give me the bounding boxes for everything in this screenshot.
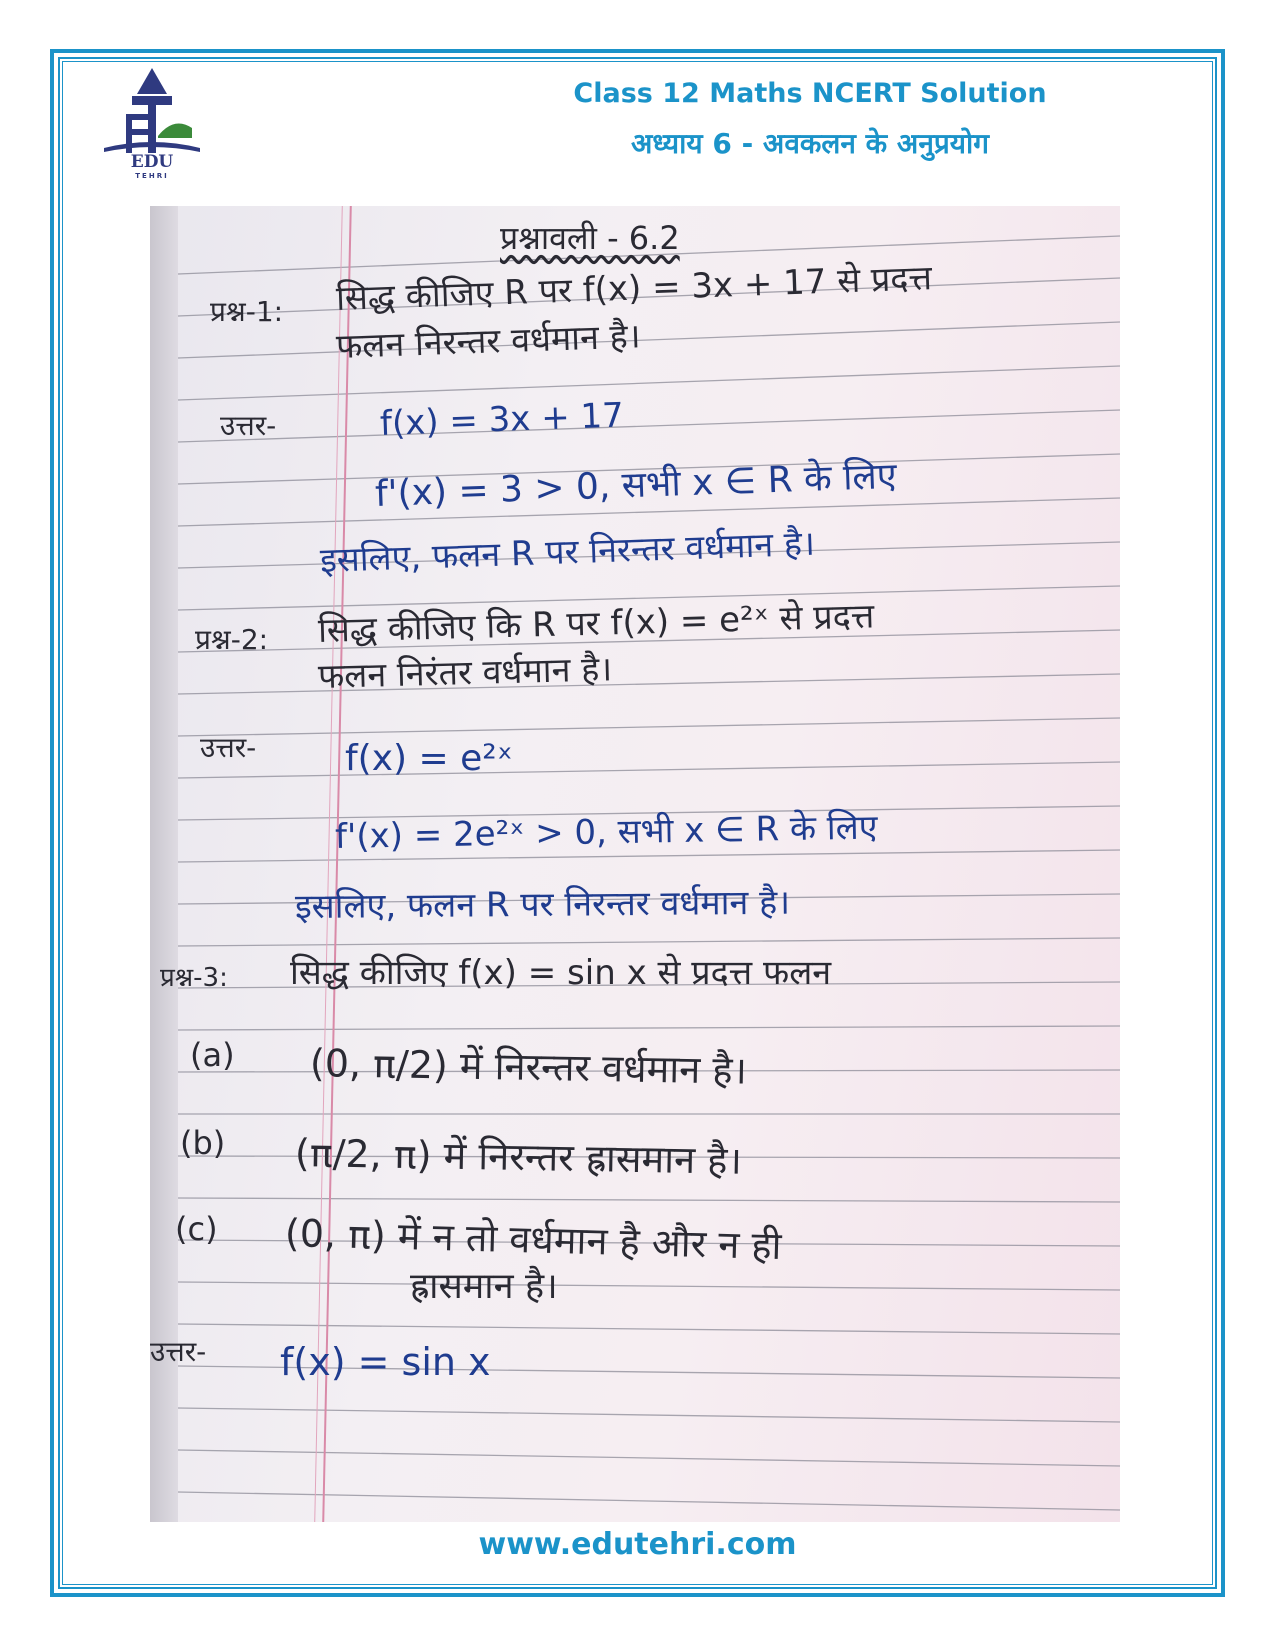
a3-line1: f(x) = sin x — [280, 1340, 491, 1384]
document-title: Class 12 Maths NCERT Solution — [573, 78, 1047, 109]
a1-label: उत्तर- — [220, 409, 277, 442]
ruled-lines — [150, 206, 1120, 1522]
a1-line2: f'(x) = 3 > 0, सभी x ∈ R के लिए — [374, 455, 898, 515]
q3-text: सिद्ध कीजिए f(x) = sin x से प्रदत्त फलन — [290, 953, 832, 993]
notebook-photo — [150, 206, 1120, 1522]
q1-label: प्रश्न-1: — [210, 295, 284, 328]
exercise-title: प्रश्नावली - 6.2 — [500, 219, 680, 257]
q1-text-cont: फलन निरन्तर वर्धमान है। — [335, 316, 642, 367]
q3b-text: (π/2, π) में निरन्तर ह्रासमान है। — [294, 1131, 743, 1183]
a1-line3: इसलिए, फलन R पर निरन्तर वर्धमान है। — [319, 523, 816, 581]
q2-text-cont: फलन निरंतर वर्धमान है। — [317, 649, 613, 697]
q2-text: सिद्ध कीजिए कि R पर f(x) = e²ˣ से प्रदत्त — [317, 596, 875, 651]
logo-subtext: TEHRI — [135, 172, 169, 180]
chapter-title: अध्याय 6 - अवकलन के अनुप्रयोग — [630, 127, 990, 160]
a2-label: उत्तर- — [200, 731, 257, 764]
a3-label: उत्तर- — [150, 1335, 207, 1368]
q3a-text: (0, π/2) में निरन्तर वर्धमान है। — [309, 1041, 748, 1093]
a2-line2: f'(x) = 2e²ˣ > 0, सभी x ∈ R के लिए — [334, 807, 878, 857]
q3-label: प्रश्न-3: — [160, 963, 228, 993]
logo-text: EDU — [130, 152, 174, 172]
q3c-label: (c) — [175, 1210, 218, 1248]
q3a-label: (a) — [190, 1036, 235, 1074]
q3c-text: (0, π) में न तो वर्धमान है और न ही — [284, 1211, 783, 1268]
edutehri-logo — [102, 66, 202, 180]
a2-line3: इसलिए, फलन R पर निरन्तर वर्धमान है। — [294, 882, 791, 927]
q3b-label: (b) — [180, 1124, 226, 1162]
q3c-text-cont: ह्रासमान है। — [410, 1266, 558, 1307]
q1-text: सिद्ध कीजिए R पर f(x) = 3x + 17 से प्रदत्त — [335, 258, 933, 319]
q2-label: प्रश्न-2: — [195, 623, 269, 656]
website-link[interactable]: www.edutehri.com — [478, 1527, 797, 1562]
a2-line1: f(x) = e²ˣ — [345, 738, 513, 779]
a1-line1: f(x) = 3x + 17 — [379, 395, 625, 444]
